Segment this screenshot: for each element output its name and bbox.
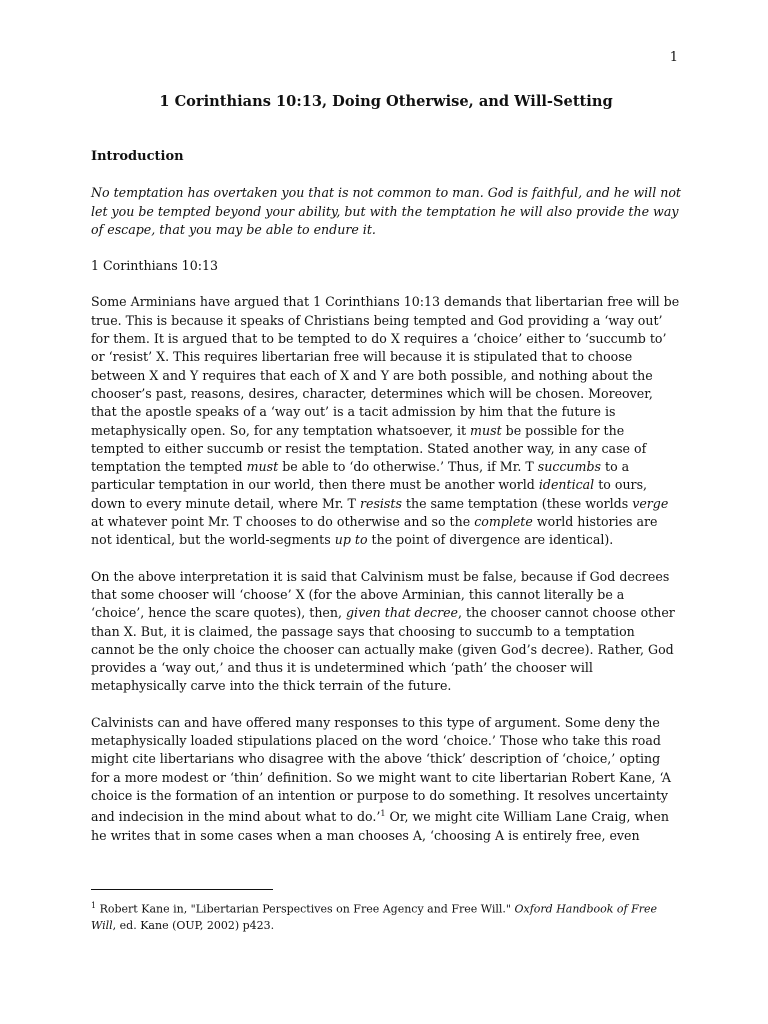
section-heading: Introduction	[91, 149, 184, 164]
footnote-divider	[91, 889, 273, 890]
scripture-citation: 1 Corinthians 10:13	[91, 258, 218, 274]
footnote-reference[interactable]: 1	[380, 809, 386, 819]
document-body	[91, 92, 681, 863]
epigraph-quote: No temptation has overtaken you that is not common to man. God is faithful, and he will not let you be tempted beyond your ability, but with the temptation he will also provide the way of escape, that you may be able to endure it.	[91, 185, 681, 237]
paragraph-3: Calvinists can and have offered many responses to this type of argument. Some deny the metaphysically loaded stipulations placed on the word ‘choice.’ Those who take this road might cite libertarians who disagree with the above ‘thick’ description of ‘choice,’ opting for a more modest or ‘thin’ definition. So we might want to cite libertarian Robert Kane, ‘A choice is the formation of an intention or purpose to do something. It resolves uncertainty and indecision in the mind about what to do.’$^1$ Or, we might cite William Lane Craig, when he writes that in some cases when a man chooses A, ‘choosing A is entirely free, even	[91, 714, 671, 843]
page-number: 1	[669, 50, 678, 65]
footnote-marker: 1	[91, 901, 97, 910]
paragraph-2: On the above interpretation it is said that Calvinism must be false, because if God decrees that some chooser will ‘choose’ X (for the above Arminian, this cannot literally be a ‘choice’, hence the scare quotes), then, given that decree, the chooser cannot choose other than X. But, it is claimed, the passage says that choosing to succumb to a temptation cannot be the only choice the chooser can actually make (given God’s decree). Rather, God provides a ‘way out,’ and thus it is undetermined which ‘path’ the chooser will metaphysically carve into the thick terrain of the future.	[91, 568, 675, 694]
footnote: $^1$ Robert Kane in, "Libertarian Perspectives on Free Agency and Free Will." Oxford Handbook of Free Will, ed. Kane (OUP, 2002) p423.	[91, 901, 658, 932]
document-title: 1 Corinthians 10:13, Doing Otherwise, and Will-Setting	[159, 93, 613, 110]
paragraph-1: Some Arminians have argued that 1 Corinthians 10:13 demands that libertarian free will be true. This is because it speaks of Christians being tempted and God providing a ‘way out’ for them. It is argued that to be tempted to do X requires a ‘choice’ either to ‘succumb to’ or ‘resist’ X. This requires libertarian free will because it is stipulated that to choose between X and Y requires that each of X and Y are both possible, and nothing about the chooser’s past, reasons, desires, character, determines which will be chosen. Moreover, that the apostle speaks of a ‘way out’ is a tacit admission by him that the future is metaphysically open. So, for any temptation whatsoever, it must be possible for the tempted to either succumb or resist the temptation. Stated another way, in any case of temptation the tempted must be able to ‘do otherwise.’ Thus, if Mr. T succumbs to a particular temptation in our world, then there must be another world identical to ours, down to every minute detail, where Mr. T resists the same temptation (these worlds verge at whatever point Mr. T chooses to do otherwise and so the complete world histories are not identical, but the world-segments up to the point of divergence are identical).	[91, 294, 680, 548]
